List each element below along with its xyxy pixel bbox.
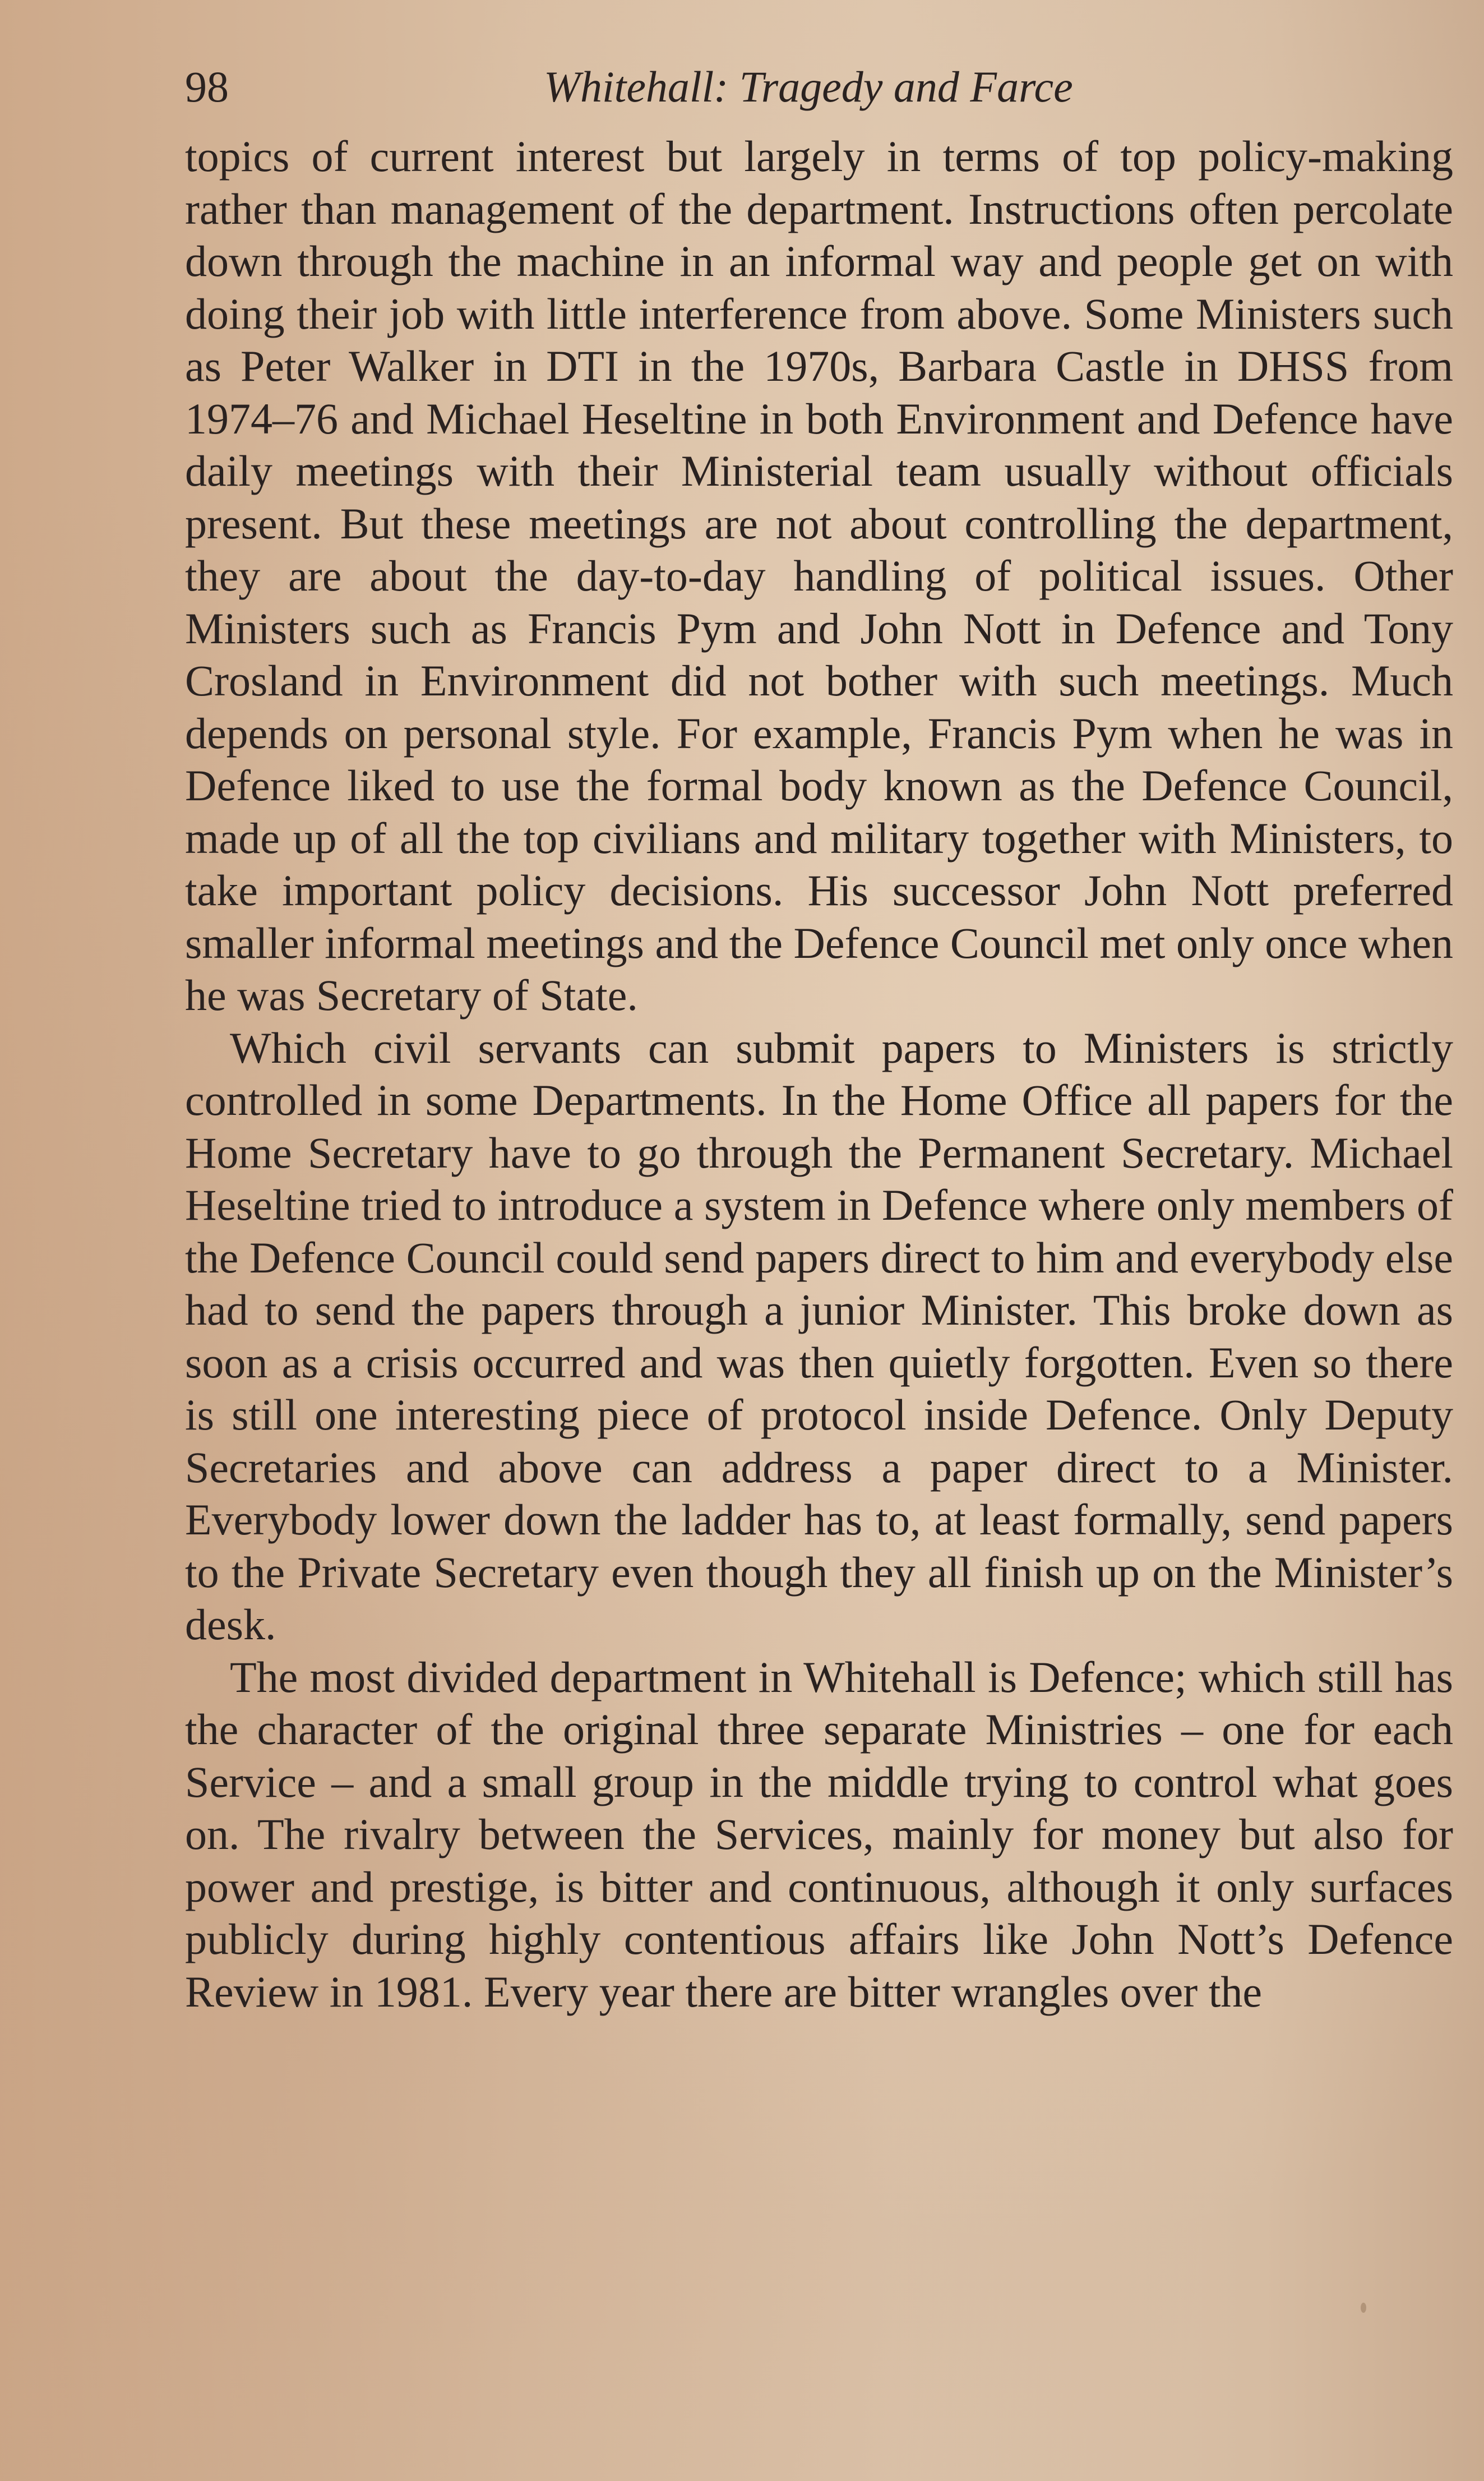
paragraph-3: The most divided department in Whitehall is Defence; which still has the character of the original three separate Ministries – one for each Service – and a small group in the middle trying to control what goes on. The rivalry between the Services, mainly for money but also for power and prestige, is bitter and continuous, although it only surfaces publicly during highly contentious affairs like John Nott’s Defence Review in 1981. Every year there are bitter wrangles over the: [185, 1652, 1453, 2016]
page-number: 98: [185, 62, 229, 111]
running-title: Whitehall: Tragedy and Farce: [544, 62, 1073, 111]
paper-mark: [1361, 2303, 1366, 2313]
paragraph-2: Which civil servants can submit papers to Ministers is strictly controlled in some Departments. In the Home Office all papers for the Home Secretary have to go through the Permanent Secretary. Michael Heseltine tried to introduce a system in Defence where only members of the Defence Council could send papers direct to him and everybody else had to send the papers through a junior Minister. This broke down as soon as a crisis occurred and was then quietly forgotten. Even so there is still one interesting piece of protocol inside Defence. Only Deputy Secretaries and above can address a paper direct to a Minister. Everybody lower down the ladder has to, at least formally, send papers to the Private Secretary even though they all finish up on the Minister’s desk.: [185, 1023, 1453, 1649]
page-header: [185, 53, 1469, 121]
body-text: [185, 130, 1453, 2018]
paragraph-1: topics of current interest but largely in terms of top policy-making rather than management of the department. Instructions often percolate down through the machine in an informal way and people get on with doing their job with little interference from above. Some Ministers such as Peter Walker in DTI in the 1970s, Barbara Castle in DHSS from 1974–76 and Michael Heseltine in both Environment and Defence have daily meetings with their Ministerial team usually without officials present. But these meetings are not about controlling the department, they are about the day-to-day handling of political issues. Other Ministers such as Francis Pym and John Nott in Defence and Tony Crosland in Environment did not bother with such meetings. Much depends on personal style. For example, Francis Pym when he was in Defence liked to use the formal body known as the Defence Council, made up of all the top civilians and military together with Ministers, to take important policy decisions. His successor John Nott preferred smaller informal meetings and the Defence Council met only once when he was Secretary of State.: [185, 132, 1453, 1020]
